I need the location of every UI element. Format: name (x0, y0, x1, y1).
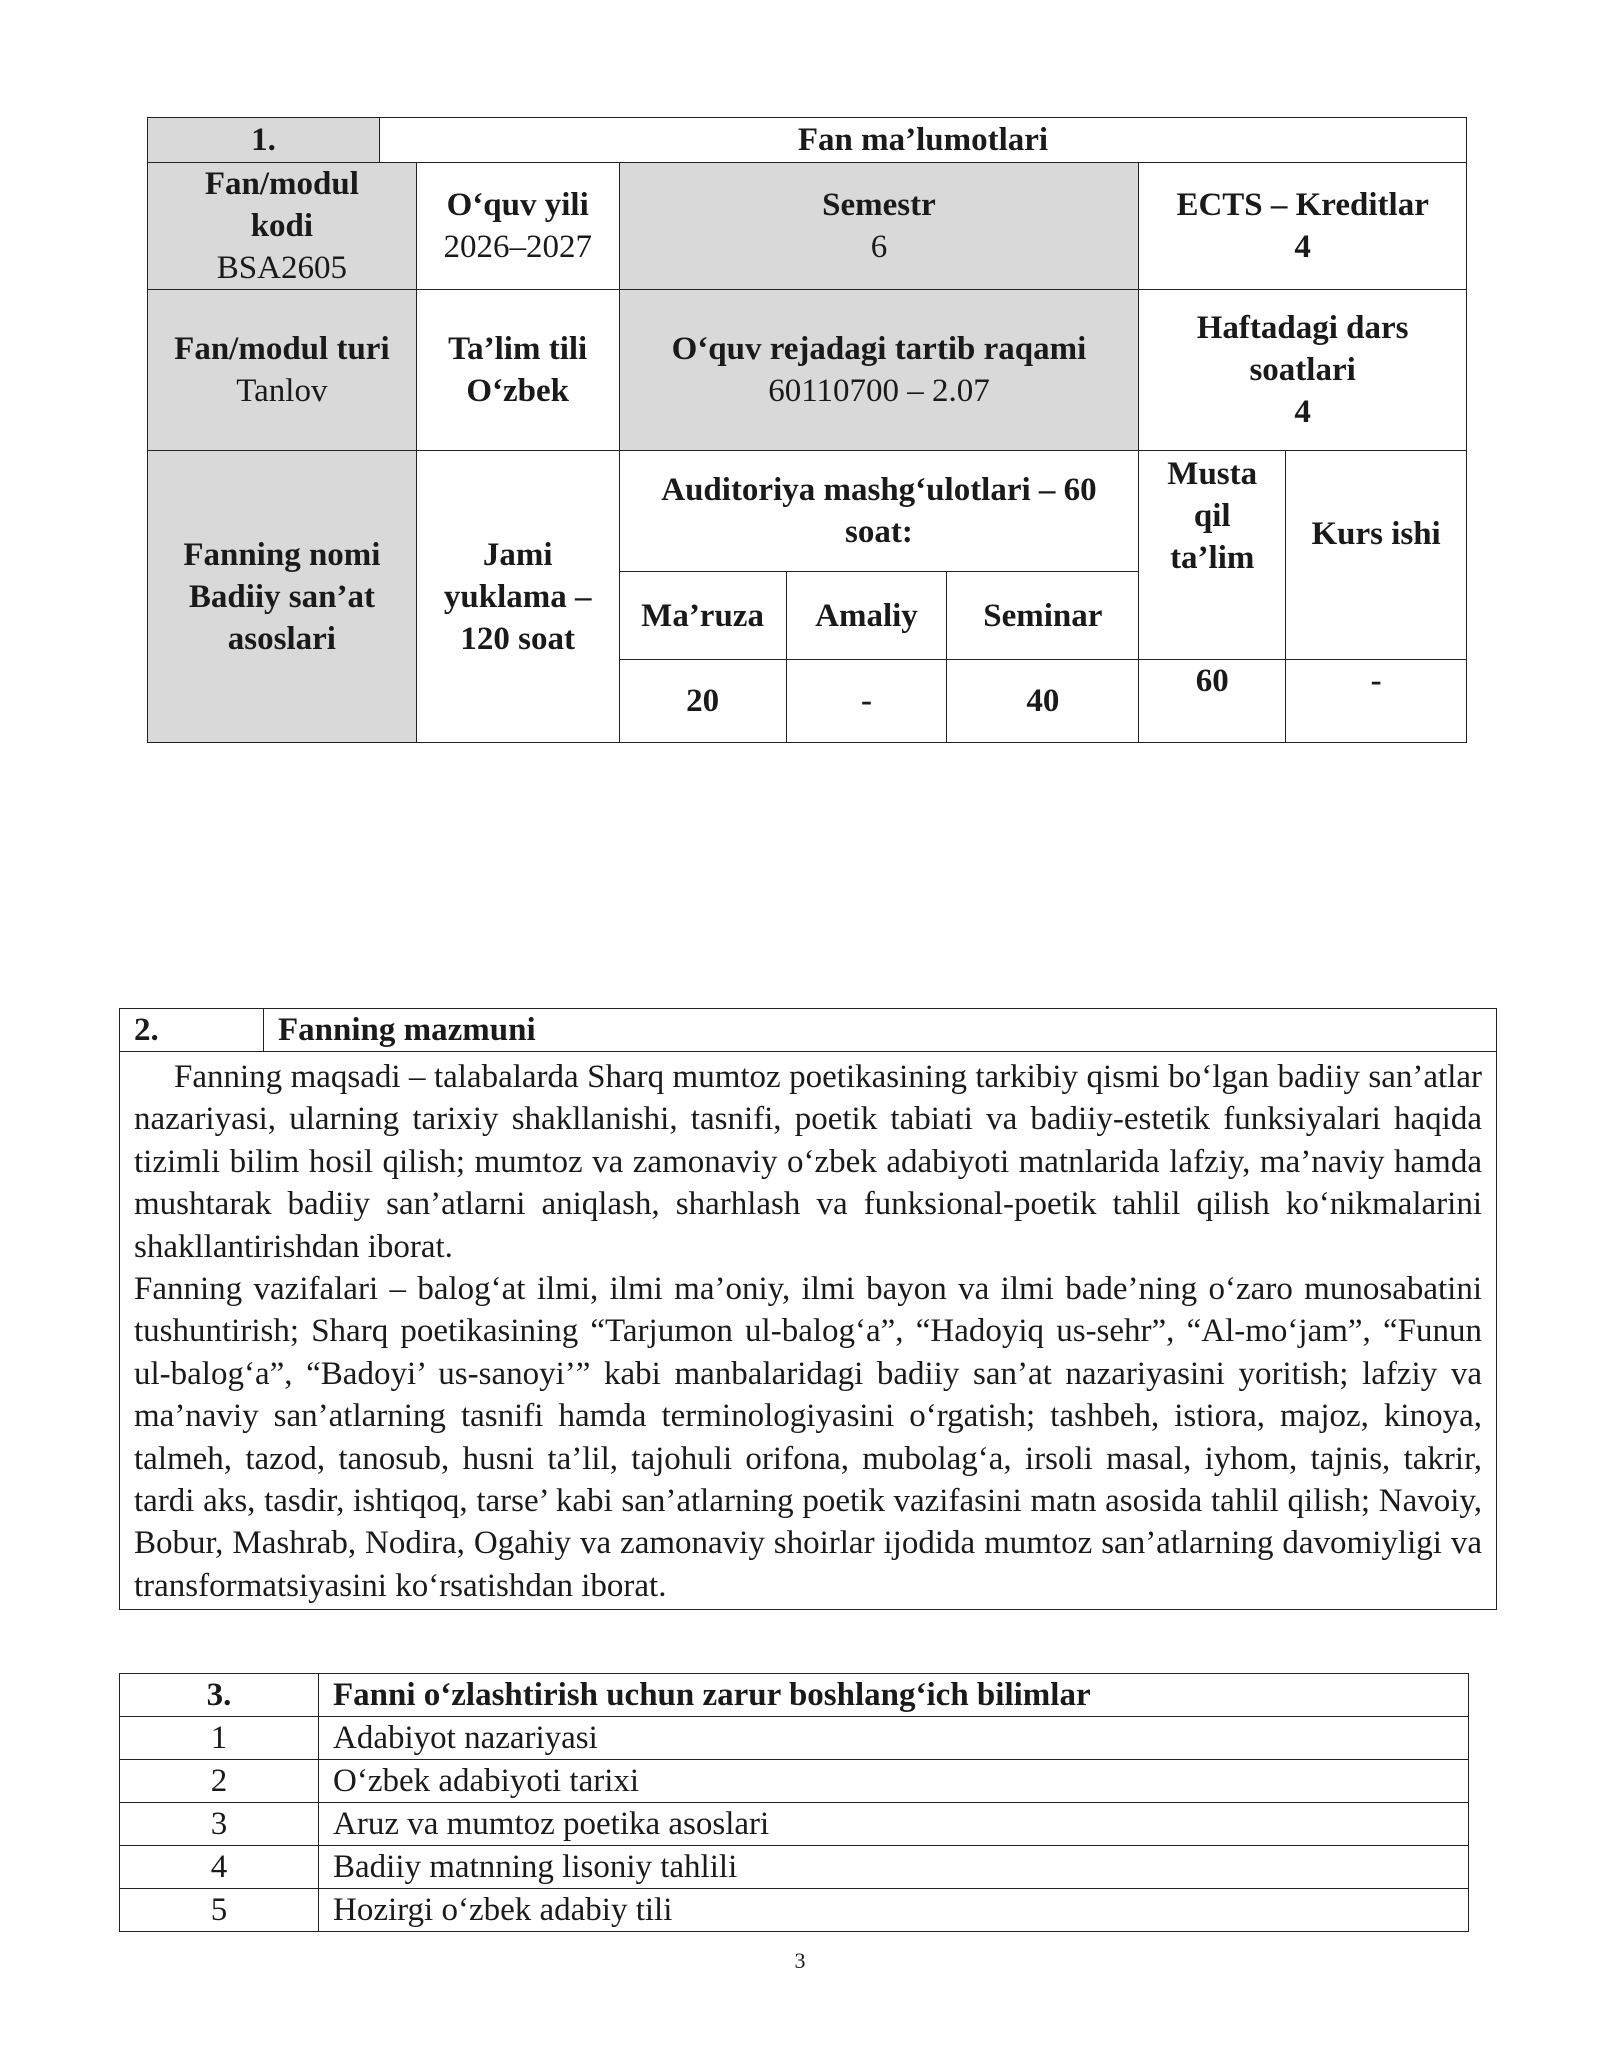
course-name-cell (148, 451, 417, 743)
independent-study-value: 60 (1139, 660, 1286, 743)
language-label: Ta’lim tili (448, 331, 588, 367)
total-load-2: yuklama – (443, 578, 592, 615)
independent-study-label-2: qil (1193, 498, 1231, 534)
auditorium-hours-2: soat: (845, 514, 913, 550)
table-row (120, 1760, 1469, 1803)
ects-label: ECTS – Kreditlar (1176, 187, 1429, 223)
module-code-label-1: Fan/modul (204, 166, 359, 202)
prerequisite-item: O‘zbek adabiyoti tarixi (319, 1760, 1469, 1803)
lecture-label: Ma’ruza (619, 572, 786, 660)
academic-year-cell (416, 163, 619, 290)
course-content-body (120, 1052, 1497, 1610)
module-type-cell (148, 290, 417, 451)
course-info-table (147, 117, 1467, 743)
course-tasks-paragraph: Fanning vazifalari – balog‘at ilmi, ilmi ma’oniy, ilmi bayon va ilmi bade’ning o‘zaro munosabatini tushuntirish; Sharq poetikasining “Tarjumon ul-balog‘a”, “Hadoyiq us-sehr”, “Al-mo‘jam”, “Funun ul-balog‘a”, “Badoyi’ us-sanoyi’” kabi manbalaridagi badiiy san’at nazariyasini yoritish; lafziy va ma’naviy san’atlarning tasnifi hamda terminologiyasini o‘rgatish; tashbeh, istiora, majoz, kinoya, talmeh, tazod, tanosub, husni ta’lil, tajohuli orifona, mubolag‘a, irsoli masal, iyhom, tajnis, takrir, tardi aks, tasdir, ishtiqoq, tarse’ kabi san’atlarning poetik vazifasini matn asosida tahlil qilish; Navoiy, Bobur, Mashrab, Nodira, Ogahiy va zamonaviy shoirlar ijodida mumtoz san’atlarning davomiyligi va transformatsiyasini ko‘rsatishdan iborat. (134, 1271, 1482, 1604)
academic-year-label: O‘quv yili (446, 187, 589, 223)
module-code-cell (148, 163, 417, 290)
table-row (120, 1889, 1469, 1932)
section-3-title: Fanni o‘zlashtirish uchun zarur boshlang‘ich bilimlar (319, 1674, 1469, 1717)
module-type-value: Tanlov (236, 373, 328, 409)
plan-number-cell (619, 290, 1139, 451)
row-number: 5 (120, 1889, 319, 1932)
language-value: O‘zbek (466, 373, 570, 409)
practical-label: Amaliy (786, 572, 947, 660)
row-number: 3 (120, 1803, 319, 1846)
prerequisite-item: Hozirgi o‘zbek adabiy tili (319, 1889, 1469, 1932)
weekly-hours-label-1: Haftadagi dars (1196, 310, 1409, 346)
weekly-hours-value: 4 (1294, 394, 1311, 430)
ects-cell (1139, 163, 1467, 290)
seminar-label: Seminar (947, 572, 1139, 660)
section-1-title: Fan ma’lumotlari (797, 122, 1049, 158)
lecture-hours-value: 20 (619, 660, 786, 743)
practical-hours-value: - (786, 660, 947, 743)
independent-study-label-1: Musta (1167, 456, 1258, 492)
prerequisite-item: Adabiyot nazariyasi (319, 1717, 1469, 1760)
section-2-title: Fanning mazmuni (264, 1009, 1497, 1052)
total-load-3: 120 soat (460, 620, 575, 657)
language-cell (416, 290, 619, 451)
auditorium-hours-1: Auditoriya mashg‘ulotlari – 60 (661, 472, 1097, 508)
section-1-number: 1. (148, 118, 380, 162)
course-content-table (119, 1008, 1497, 1610)
plan-number-label: O‘quv rejadagi tartib raqami (671, 331, 1087, 367)
total-load-1: Jami (482, 536, 553, 573)
weekly-hours-cell (1139, 290, 1467, 451)
coursework-label: Kurs ishi (1286, 451, 1467, 660)
total-load-cell (416, 451, 619, 743)
section-3-number: 3. (120, 1674, 319, 1717)
independent-study-label-3: ta’lim (1170, 540, 1255, 576)
table-row (120, 1717, 1469, 1760)
prerequisite-item: Badiiy matnning lisoniy tahlili (319, 1846, 1469, 1889)
section-2-number: 2. (120, 1009, 264, 1052)
course-name-value-1: Badiiy san’at (188, 578, 375, 615)
row-number: 1 (120, 1717, 319, 1760)
independent-study-label-cell (1139, 451, 1286, 660)
academic-year-value: 2026–2027 (443, 229, 592, 265)
prerequisites-table (119, 1673, 1469, 1932)
semester-value: 6 (870, 229, 888, 265)
semester-label: Semestr (822, 187, 936, 223)
module-code-label-2: kodi (250, 208, 314, 244)
row-number: 4 (120, 1846, 319, 1889)
module-type-label: Fan/modul turi (174, 331, 390, 367)
coursework-value: - (1286, 660, 1467, 743)
page-number: 3 (794, 1948, 806, 1973)
course-name-value-2: asoslari (227, 620, 336, 657)
auditorium-hours-cell (619, 451, 1139, 572)
table-row (120, 1846, 1469, 1889)
course-name-label: Fanning nomi (183, 536, 381, 573)
seminar-hours-value: 40 (947, 660, 1139, 743)
row-number: 2 (120, 1760, 319, 1803)
module-code-value: BSA2605 (216, 250, 347, 286)
table-row (120, 1803, 1469, 1846)
semester-cell (619, 163, 1139, 290)
plan-number-value: 60110700 – 2.07 (768, 373, 990, 409)
ects-value: 4 (1294, 229, 1311, 265)
course-goal-paragraph: Fanning maqsadi – talabalarda Sharq mumtoz poetikasining tarkibiy qismi bo‘lgan badiiy san’atlar nazariyasi, ularning tarixiy shakllanishi, tasnifi, poetik tabiati va badiiy-estetik funksiyalari haqida tizimli bilim hosil qilish; mumtoz va zamonaviy o‘zbek adabiyoti matnlarida lafziy, ma’naviy hamda mushtarak badiiy san’atlarni aniqlash, sharhlash va funksional-poetik tahlil qilish ko‘nikmalarini shakllantirishdan iborat. (134, 1059, 1482, 1265)
weekly-hours-label-2: soatlari (1249, 352, 1356, 388)
prerequisite-item: Aruz va mumtoz poetika asoslari (319, 1803, 1469, 1846)
